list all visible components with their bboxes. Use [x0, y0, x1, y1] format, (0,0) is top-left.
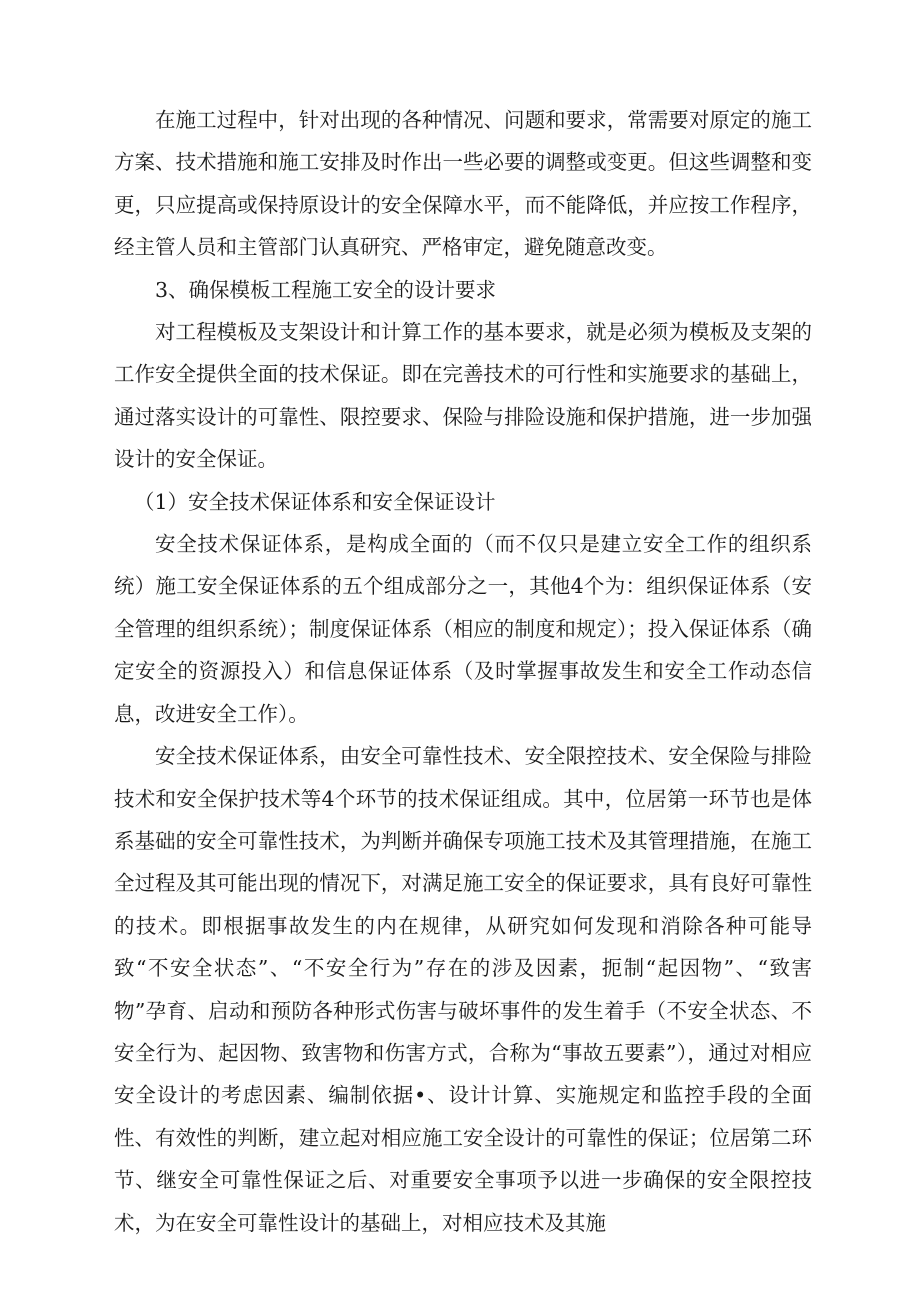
paragraph-five-systems: 安全技术保证体系，是构成全面的（而不仅只是建立安全工作的组织系统）施工安全保证体系的五个组成部分之一，其他4个为：组织保证体系（安全管理的组织系统）；制度保证体系（相应的制度和规定）；投入保证体系（确定安全的资源投入）和信息保证体系（及时掌握事故发生和安全工作动态信息，改进安全工作）。 [114, 532, 812, 726]
document-body [114, 99, 812, 1244]
paragraph-four-links: 安全技术保证体系，由安全可靠性技术、安全限控技术、安全保险与排险技术和安全保护技术等4个环节的技术保证组成。其中，位居第一环节也是体系基础的安全可靠性技术，为判断并确保专项施工技术及其管理措施，在施工全过程及其可能出现的情况下，对满足施工安全的保证要求，具有良好可靠性的技术。即根据事故发生的内在规律，从研究如何发现和消除各种可能导致“不安全状态”、“不安全行为”存在的涉及因素，扼制“起因物”、“致害物”孕育、启动和预防各种形式伤害与破坏事件的发生着手（不安全状态、不安全行为、起因物、致害物和伤害方式，合称为“事故五要素”），通过对相应安全设计的考虑因素、编制依据•、设计计算、实施规定和监控手段的全面性、有效性的判断，建立起对相应施工安全设计的可靠性的保证；位居第二环节、继安全可靠性保证之后、对重要安全事项予以进一步确保的安全限控技术，为在安全可靠性设计的基础上，对相应技术及其施 [114, 744, 812, 1235]
subsection-heading-1: （1）安全技术保证体系和安全保证设计 [134, 489, 496, 514]
paragraph-design-requirements: 对工程模板及支架设计和计算工作的基本要求，就是必须为模板及支架的工作安全提供全面的技术保证。即在完善技术的可行性和实施要求的基础上，通过落实设计的可靠性、限控要求、保险与排险设施和保护措施，进一步加强设计的安全保证。 [114, 320, 812, 472]
section-heading-3: 3、确保模板工程施工安全的设计要求 [155, 277, 497, 302]
paragraph-construction-adjustments: 在施工过程中，针对出现的各种情况、问题和要求，常需要对原定的施工方案、技术措施和施工安排及时作出一些必要的调整或变更。但这些调整和变更，只应提高或保持原设计的安全保障水平，而不能降低，并应按工作程序，经主管人员和主管部门认真研究、严格审定，避免随意改变。 [114, 108, 812, 260]
